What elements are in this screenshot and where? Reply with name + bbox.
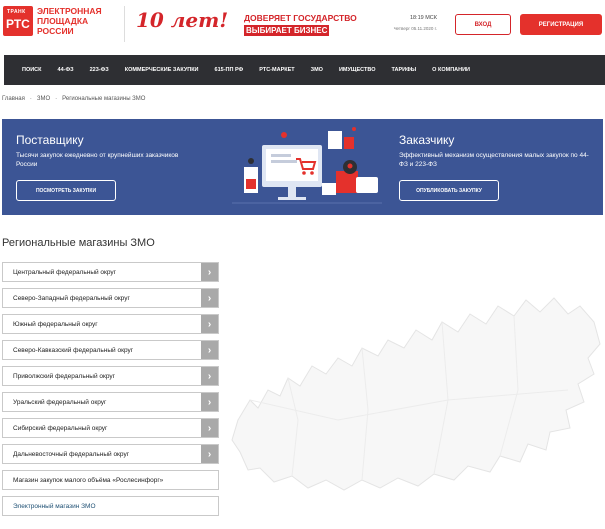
region-label: Северо-Кавказский федеральный округ — [13, 346, 134, 354]
store-link-label: Магазин закупок малого объёма «Рослесинфорг» — [13, 476, 164, 484]
header — [0, 0, 605, 50]
header-divider — [124, 6, 125, 42]
nav-item-223fz[interactable]: 223-ФЗ — [89, 67, 109, 73]
server-date: Четверг 05.11.2020 г. — [393, 26, 437, 31]
region-item-volga[interactable] — [2, 366, 219, 386]
nav-item-about[interactable]: О КОМПАНИИ — [432, 67, 470, 73]
trust-slogan-2: ВЫБИРАЕТ БИЗНЕС — [246, 26, 328, 35]
chevron-right-icon[interactable]: › — [201, 315, 218, 333]
logo-line-2: ПЛОЩАДКА — [37, 16, 89, 26]
login-button[interactable]: ВХОД — [455, 14, 511, 35]
logo-line-1: ЭЛЕКТРОННАЯ — [37, 6, 102, 16]
region-item-siberia[interactable] — [2, 418, 219, 438]
publish-purchase-button[interactable]: ОПУБЛИКОВАТЬ ЗАКУПКУ — [399, 180, 499, 201]
region-item-far-east[interactable] — [2, 444, 219, 464]
zmo-store-link[interactable] — [2, 496, 219, 516]
nav-item-tariffs[interactable]: ТАРИФЫ — [391, 67, 417, 73]
region-list — [2, 262, 219, 522]
page-title: Региональные магазины ЗМО — [2, 237, 155, 249]
breadcrumb — [2, 96, 145, 102]
logo-big-text: РТС — [6, 17, 30, 31]
chevron-right-icon[interactable]: › — [201, 341, 218, 359]
customer-description: Эффективный механизм осуществления малых закупок по 44-ФЗ и 223-ФЗ — [399, 152, 589, 168]
chevron-right-icon[interactable]: › — [201, 263, 218, 281]
server-time: 18:19 МСК — [409, 15, 437, 21]
region-item-south[interactable] — [2, 314, 219, 334]
region-label: Южный федеральный округ — [13, 320, 98, 328]
breadcrumb-separator: · — [55, 96, 58, 102]
supplier-title: Поставщику — [16, 133, 84, 147]
nav-item-commercial[interactable]: КОММЕРЧЕСКИЕ ЗАКУПКИ — [124, 67, 199, 73]
logo-line-3: РОССИИ — [37, 26, 74, 36]
chevron-right-icon[interactable]: › — [201, 289, 218, 307]
nav-item-zmo[interactable]: ЗМО — [310, 67, 323, 73]
roslesinforg-store-link[interactable] — [2, 470, 219, 490]
region-label: Центральный федеральный округ — [13, 268, 117, 276]
region-item-northwest[interactable] — [2, 288, 219, 308]
supplier-description: Тысячи закупок ежедневно от крупнейших заказчиков России — [16, 152, 179, 168]
nav-item-44fz[interactable]: 44-ФЗ — [57, 67, 74, 73]
nav-item-search[interactable]: ПОИСК — [22, 67, 42, 73]
chevron-right-icon[interactable]: › — [201, 445, 218, 463]
region-label: Сибирский федеральный округ — [13, 424, 108, 432]
promo-banner — [2, 119, 603, 215]
breadcrumb-current: Региональные магазины ЗМО — [62, 96, 146, 102]
main-nav — [4, 55, 605, 85]
marketplace-illustration — [224, 123, 384, 211]
nav-item-615pp[interactable]: 615-ПП РФ — [214, 67, 244, 73]
region-item-north-caucasus[interactable] — [2, 340, 219, 360]
breadcrumb-home[interactable]: Главная — [2, 96, 25, 102]
nav-item-rts-market[interactable]: РТС-МАРКЕТ — [259, 67, 295, 73]
logo-caption — [37, 6, 102, 36]
trust-slogan-1: ДОВЕРЯЕТ ГОСУДАРСТВО — [244, 13, 357, 23]
chevron-right-icon[interactable]: › — [201, 419, 218, 437]
view-purchases-button[interactable]: ПОСМОТРЕТЬ ЗАКУПКИ — [16, 180, 116, 201]
customer-title: Заказчику — [399, 133, 455, 147]
logo-small-text: ТРАНК — [7, 9, 26, 15]
region-item-ural[interactable] — [2, 392, 219, 412]
chevron-right-icon[interactable]: › — [201, 393, 218, 411]
region-item-central[interactable] — [2, 262, 219, 282]
chevron-right-icon[interactable]: › — [201, 367, 218, 385]
region-label: Уральский федеральный округ — [13, 398, 107, 406]
region-label: Приволжский федеральный округ — [13, 372, 116, 380]
nav-item-property[interactable]: ИМУЩЕСТВО — [338, 67, 376, 73]
region-label: Северо-Западный федеральный округ — [13, 294, 130, 302]
region-label: Дальневосточный федеральный округ — [13, 450, 130, 458]
rts-logo[interactable] — [3, 6, 33, 36]
russia-map[interactable] — [228, 270, 605, 520]
store-link-label: Электронный магазин ЗМО — [13, 502, 96, 510]
breadcrumb-separator: · — [29, 96, 32, 102]
register-button[interactable]: РЕГИСТРАЦИЯ — [520, 14, 602, 35]
anniversary-badge: 10 лет! — [136, 8, 229, 32]
breadcrumb-zmo[interactable]: ЗМО — [36, 96, 51, 102]
